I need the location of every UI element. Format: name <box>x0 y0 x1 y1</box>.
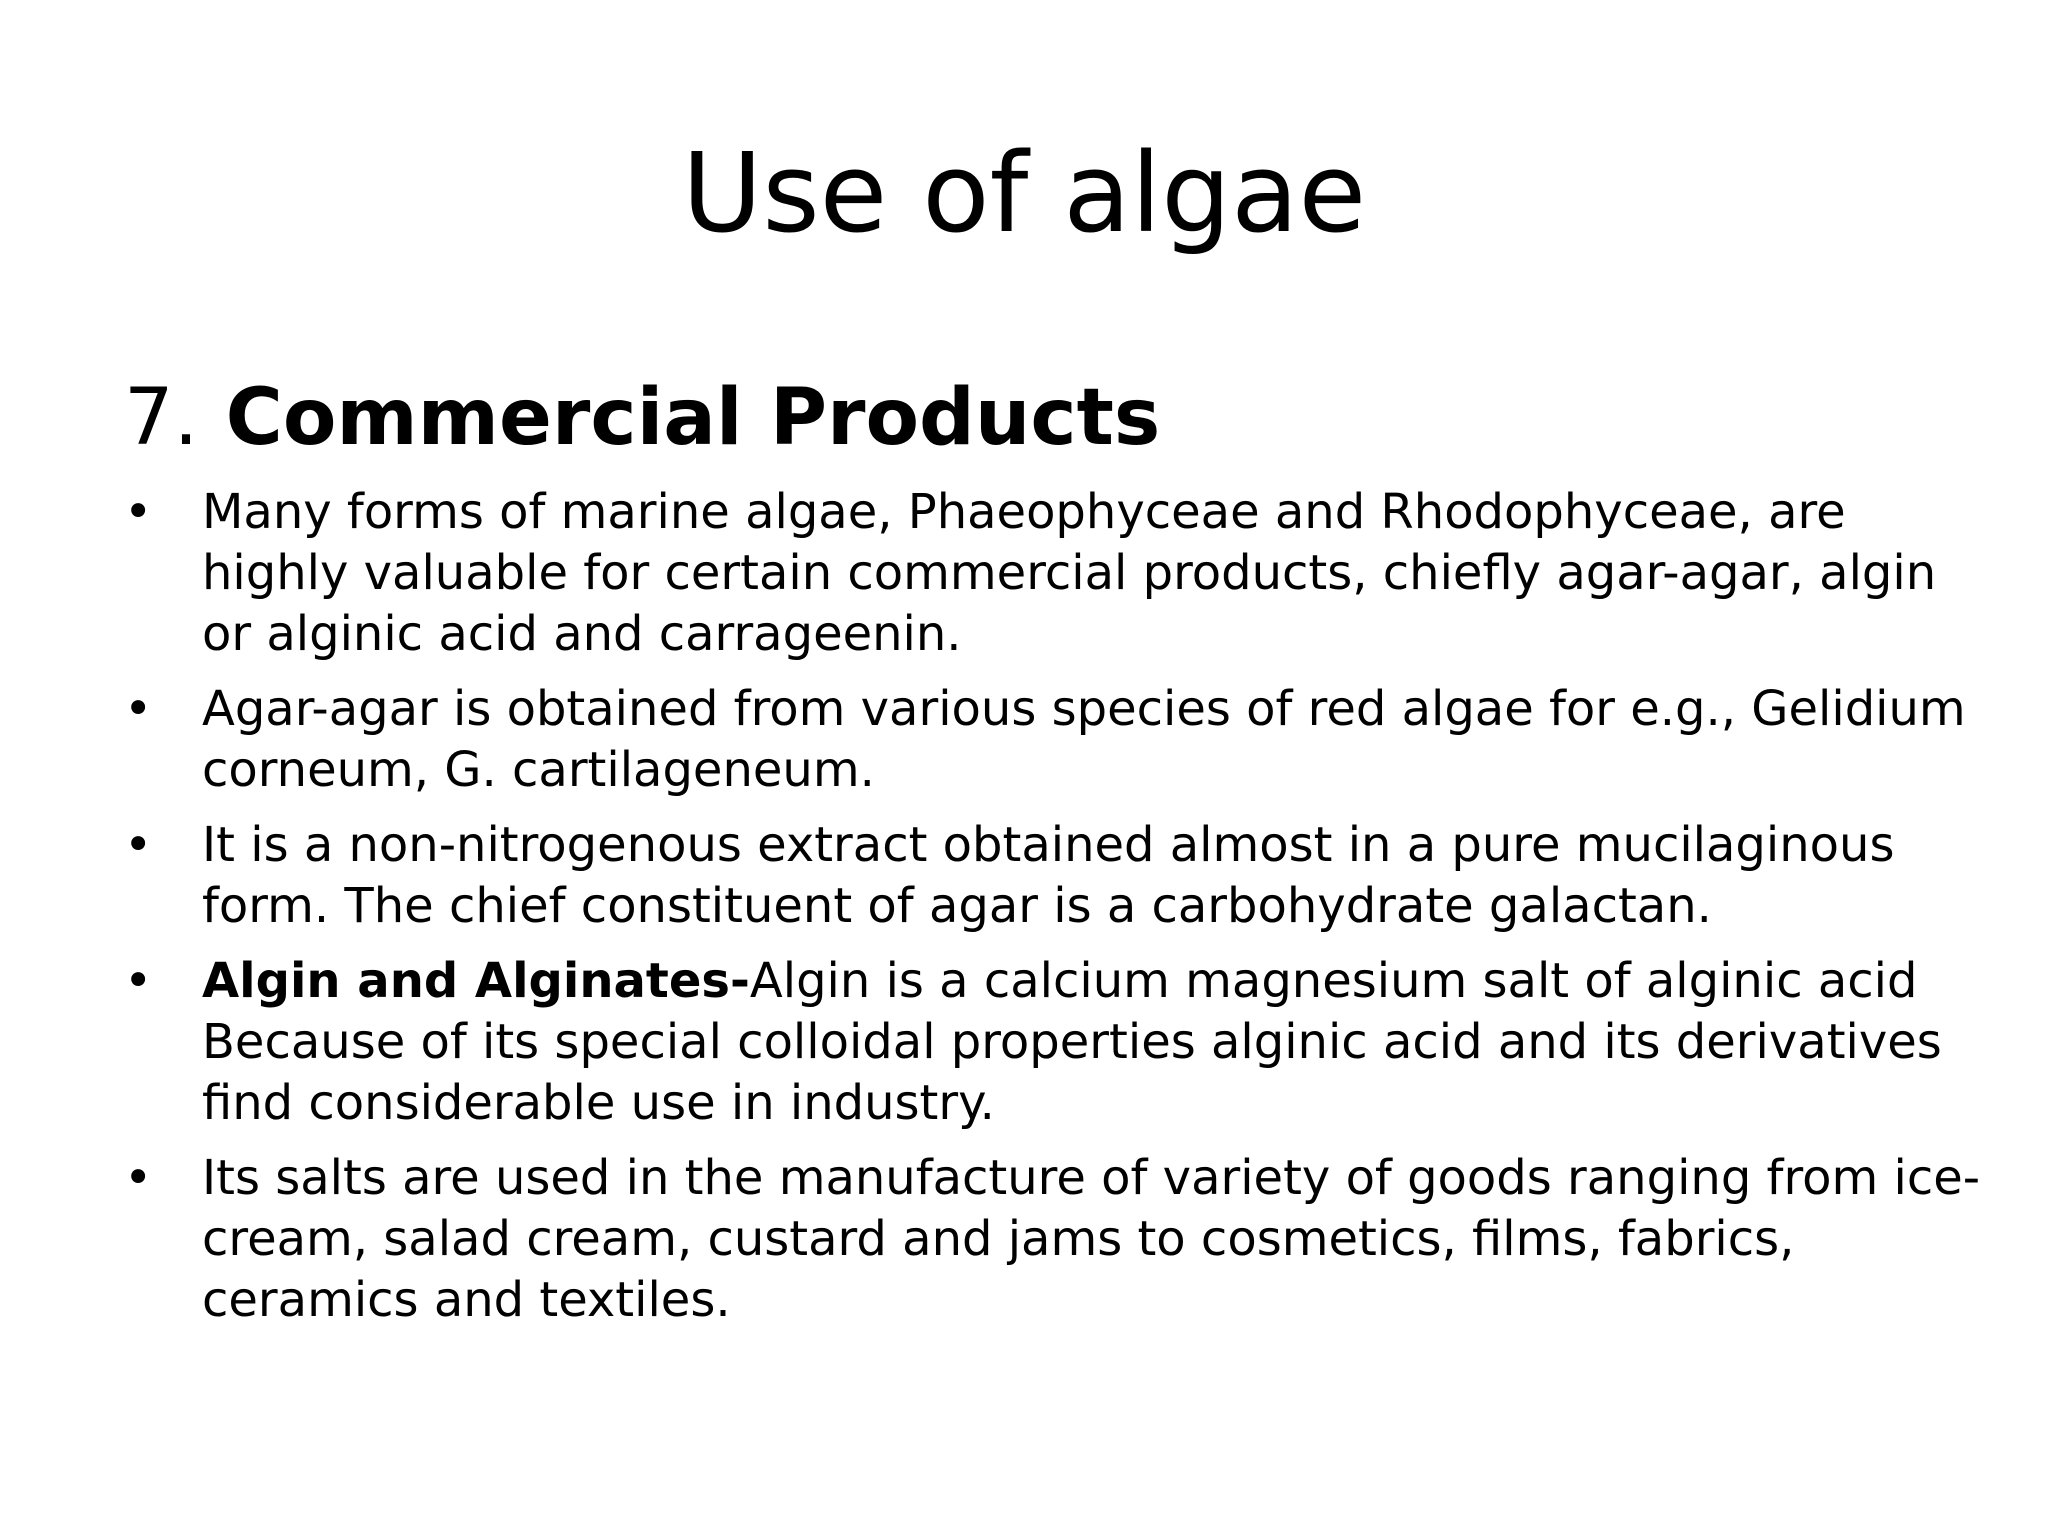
bullet-text: It is a non-nitrogenous extract obtained almost in a pure mucilaginous form. The chief constituent of agar is a carbohydrate galactan. <box>202 817 1895 934</box>
section-name: Commercial Products <box>225 373 1161 463</box>
bullet-item <box>124 482 1984 665</box>
bullet-item <box>124 815 1984 937</box>
bullet-item <box>124 679 1984 801</box>
bullet-icon: • <box>124 681 153 737</box>
bullet-item <box>124 951 1984 1134</box>
bullet-icon: • <box>124 484 153 540</box>
bullet-item <box>124 1148 1984 1331</box>
bullet-text: Many forms of marine algae, Phaeophyceae and Rhodophyceae, are highly valuable for certain commercial products, chiefly agar-agar, algin or alginic acid and carrageenin. <box>202 484 1937 662</box>
bullet-text: Algin is a calcium magnesium salt of alginic acid Because of its special colloidal properties alginic acid and its derivatives find considerable use in industry. <box>202 953 1942 1131</box>
slide-title: Use of algae <box>681 129 1367 257</box>
bullet-icon: • <box>124 817 153 873</box>
bullet-text: Agar-agar is obtained from various species of red algae for e.g., Gelidium corneum, G. cartilageneum. <box>202 681 1966 798</box>
bullet-list <box>124 482 1984 1345</box>
section-number: 7. <box>124 373 199 463</box>
bullet-text: Its salts are used in the manufacture of variety of goods ranging from ice-cream, salad cream, custard and jams to cosmetics, films, fabrics, ceramics and textiles. <box>202 1150 1981 1328</box>
bullet-lead: Algin and Alginates- <box>202 953 750 1009</box>
bullet-icon: • <box>124 953 153 1009</box>
bullet-icon: • <box>124 1150 153 1206</box>
section-heading <box>124 372 1160 464</box>
